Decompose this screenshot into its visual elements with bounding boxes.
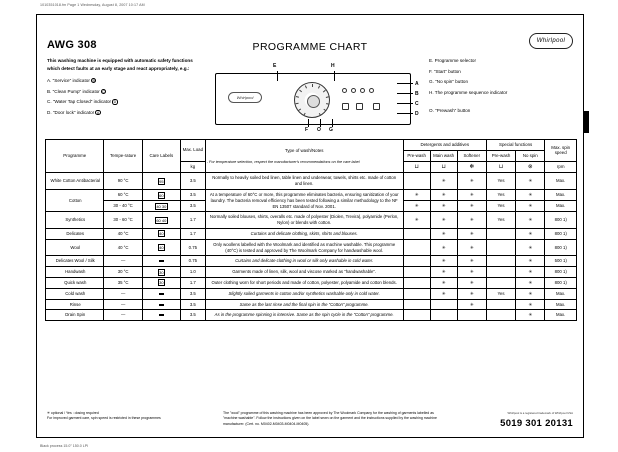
row-spin-0: Max.	[545, 173, 577, 190]
service-led	[351, 88, 356, 93]
th-max-spin: Max. spin speed	[545, 140, 577, 162]
care-label-icon: 40 30	[156, 203, 167, 209]
row-det-main-7: ✳	[430, 267, 457, 278]
row-load-8: 1.7	[180, 277, 205, 288]
door-lock-led	[342, 88, 347, 93]
programme-table	[45, 139, 577, 321]
row-notes-8: Outer clothing worn for short periods and made of cotton, polyester, polyamide and cotton blends.	[205, 277, 403, 288]
indicator-led-group	[342, 88, 394, 114]
row-spin-11: Max.	[545, 310, 577, 321]
row-det-main-4: ✳	[430, 228, 457, 239]
row-load-5: 0.75	[180, 239, 205, 256]
row-name-delicates-wool-silk: Delicates Wool / Silk	[46, 256, 104, 267]
row-fn-prewash-5	[486, 239, 515, 256]
row-spin-4: 800 1)	[545, 228, 577, 239]
row-care-5	[142, 239, 180, 256]
row-name-handwash: Handwash	[46, 267, 104, 278]
panel-brand-logo: Whirlpool	[228, 92, 262, 103]
row-fn-prewash-11	[486, 310, 515, 321]
row-load-6: 0.75	[180, 256, 205, 267]
row-temp-1: 60 °C	[104, 189, 142, 200]
row-temp-3: 30 - 60 °C	[104, 212, 142, 229]
row-spin-6: 500 1)	[545, 256, 577, 267]
intro-text-c: "Water Tap Closed" indicator	[52, 99, 112, 105]
row-det-soft-1: ✳	[457, 189, 486, 200]
table-header-group-row	[46, 140, 577, 151]
row-temp-11: —	[104, 310, 142, 321]
no-spin-button	[356, 103, 363, 110]
icon-det-main: ⊔	[430, 161, 457, 173]
legend-item-g: G. "No spin" button	[429, 79, 469, 85]
row-load-11: 3.5	[180, 310, 205, 321]
row-temp-9: —	[104, 288, 142, 299]
icon-det-softener: ✻	[457, 161, 486, 173]
table-row	[46, 212, 577, 229]
start-button	[373, 103, 380, 110]
row-det-prewash-7	[403, 267, 430, 278]
th-special-functions: Special functions	[486, 140, 545, 151]
callout-o: O	[317, 127, 321, 133]
list-item	[47, 88, 197, 96]
intro-block	[47, 57, 197, 119]
row-det-prewash-10	[403, 299, 430, 310]
th-type-of-wash-label: Type of wash/Notes	[284, 147, 324, 153]
row-fn-prewash-4	[486, 228, 515, 239]
row-fn-prewash-6	[486, 256, 515, 267]
row-notes-0: Normally to heavily soiled bed linen, table linen and underwear, towels, shirts etc. made of cotton and linen.	[205, 173, 403, 190]
row-det-main-2: ✳	[430, 201, 457, 212]
prewash-button	[342, 103, 349, 110]
row-fn-prewash-10	[486, 299, 515, 310]
row-load-10: 3.5	[180, 299, 205, 310]
row-spin-1: Max.	[545, 189, 577, 200]
water-tap-led	[369, 88, 374, 93]
row-temp-5: 40 °C	[104, 239, 142, 256]
row-det-prewash-1: ✳	[403, 189, 430, 200]
print-header: 1010351018.fm Page 1 Wednesday, August 8, 2007 10:17 AM	[40, 3, 145, 7]
th-detergents: Detergents and additives	[403, 140, 486, 151]
part-number: 5019 301 20131	[500, 418, 573, 429]
intro-letter-a: A.	[47, 78, 52, 84]
row-load-0: 3.5	[180, 173, 205, 190]
intro-text-a: "Service" indicator	[52, 78, 90, 84]
row-name-cold-wash: Cold wash	[46, 288, 104, 299]
row-det-soft-10: ✳	[457, 299, 486, 310]
row-fn-nospin-6: ✳	[516, 256, 545, 267]
row-det-prewash-4	[403, 228, 430, 239]
row-det-soft-9: ✳	[457, 288, 486, 299]
care-label-icon: 60	[159, 192, 164, 198]
row-temp-6: —	[104, 256, 142, 267]
legend-block	[429, 57, 581, 118]
callout-h: H	[331, 63, 335, 69]
row-fn-prewash-2: Yes	[486, 201, 515, 212]
th-fn-nospin: No spin	[516, 150, 545, 161]
indicator-badge-a: A	[96, 110, 100, 115]
intro-text-b: "Clean Pump" indicator	[52, 88, 100, 94]
row-care-7	[142, 267, 180, 278]
table-row	[46, 173, 577, 190]
row-det-main-8: ✳	[430, 277, 457, 288]
row-temp-0: 90 °C	[104, 173, 142, 190]
row-fn-prewash-7	[486, 267, 515, 278]
th-spin-unit: rpm	[545, 161, 577, 173]
list-item	[47, 77, 197, 85]
row-notes-11: As in the programme spinning is intensive. Same as the spin cycle in the "Cotton" programme.	[205, 310, 403, 321]
icon-fn-nospin: ⊗	[516, 161, 545, 173]
row-care-0	[142, 173, 180, 190]
intro-list	[47, 77, 197, 117]
row-name-quick-wash: Quick wash	[46, 277, 104, 288]
row-spin-8: 800 1)	[545, 277, 577, 288]
row-name-synthetics: Synthetics	[46, 212, 104, 229]
table-row	[46, 239, 577, 256]
row-det-main-10	[430, 299, 457, 310]
row-name-cotton: Cotton	[46, 189, 104, 211]
th-temperature: Tempe-rature	[104, 140, 142, 173]
row-det-prewash-5	[403, 239, 430, 256]
row-spin-7: 800 1)	[545, 267, 577, 278]
list-item	[47, 98, 197, 106]
intro-letter-c: C.	[47, 99, 52, 105]
legend-item-h: H. The programme sequence indicator	[429, 90, 508, 96]
registration-mark	[583, 111, 589, 133]
row-det-main-1: ✳	[430, 189, 457, 200]
th-det-prewash: Pre-wash	[403, 150, 430, 161]
table-row	[46, 288, 577, 299]
row-load-1: 3.5	[180, 189, 205, 200]
care-label-icon: 40	[159, 245, 164, 251]
table-row	[46, 256, 577, 267]
row-temp-2: 30 - 40 °C	[104, 201, 142, 212]
indicator-badge-b: B	[92, 79, 95, 84]
row-notes-9: Slightly soiled garments in cotton and/or synthetics washable only in cold water.	[205, 288, 403, 299]
callout-a: A	[415, 81, 419, 87]
row-det-prewash-0	[403, 173, 430, 190]
row-det-prewash-2: ✳	[403, 201, 430, 212]
indicator-badge-d: D	[113, 100, 117, 105]
row-load-9: 3.5	[180, 288, 205, 299]
intro-heading: This washing machine is equipped with automatic safety functions which detect faults at an early stage and react appropriately, e.g.:	[47, 58, 193, 72]
model-name: AWG 308	[47, 39, 97, 51]
row-fn-nospin-11: ✳	[516, 310, 545, 321]
row-notes-3: Normally soiled blouses, shirts, overalls etc. made of polyester (Diolen, Trevira), polyamide (Perlon, Nylon) or blends with cotton.	[205, 212, 403, 229]
care-label-icon	[159, 293, 164, 295]
row-care-3	[142, 212, 180, 229]
table-row	[46, 189, 577, 200]
control-panel-illustration	[215, 73, 411, 125]
row-det-main-6: ✳	[430, 256, 457, 267]
table-row	[46, 299, 577, 310]
row-notes-5: Only woollens labelled with the Woolmark and identified as machine washable. This programme (40°C) is tested and approved by The Woolmark Company for handwashable wool.	[205, 239, 403, 256]
row-det-prewash-11	[403, 310, 430, 321]
row-det-prewash-6	[403, 256, 430, 267]
table-row	[46, 267, 577, 278]
row-det-main-0: ✳	[430, 173, 457, 190]
row-det-soft-6: ✳	[457, 256, 486, 267]
row-name-rinse: Rinse	[46, 299, 104, 310]
th-fn-prewash: Pre-wash	[486, 150, 515, 161]
th-care-labels: Care Labels	[142, 140, 180, 173]
row-name-drain-spin: Drain Spin	[46, 310, 104, 321]
row-fn-prewash-9: Yes	[486, 288, 515, 299]
row-notes-10: Same as the last rinse and the final spin in the "Cotton" programme.	[205, 299, 403, 310]
row-det-soft-2: ✳	[457, 201, 486, 212]
callout-c: C	[415, 101, 419, 107]
care-label-icon	[159, 314, 164, 316]
row-notes-1: At a temperature of 60°C or more, this programme eliminates bacteria, ensuring sanitization of your laundry. The bacteria removal efficiency has been tested following a similar methodology to the NF EN 13507 standard of Nov. 2001.	[205, 189, 403, 211]
care-label-icon	[159, 260, 164, 262]
row-load-2: 3.5	[180, 201, 205, 212]
programme-selector-dial[interactable]	[294, 82, 330, 118]
callout-b: B	[415, 91, 419, 97]
row-fn-nospin-3: ✳	[516, 212, 545, 229]
row-temp-4: 40 °C	[104, 228, 142, 239]
th-max-load: Max. Load	[180, 140, 205, 162]
legend-item-o: O. "Prewash" button	[429, 107, 471, 113]
care-label-icon: 40	[159, 231, 164, 237]
row-det-prewash-9	[403, 288, 430, 299]
row-det-soft-0: ✳	[457, 173, 486, 190]
row-fn-nospin-2: ✳	[516, 201, 545, 212]
care-label-icon	[159, 304, 164, 306]
row-det-soft-4: ✳	[457, 228, 486, 239]
row-name-delicates: Delicates	[46, 228, 104, 239]
row-fn-nospin-10: ✳	[516, 299, 545, 310]
footnote-col-center	[223, 411, 443, 427]
row-fn-prewash-3: Yes	[486, 212, 515, 229]
row-spin-5: 800 1)	[545, 239, 577, 256]
row-spin-2: Max.	[545, 201, 577, 212]
care-label-icon: 60 40	[156, 217, 167, 223]
intro-text-d: "Door lock" indicator	[52, 109, 95, 115]
th-det-softener: Softener	[457, 150, 486, 161]
icon-det-prewash: ⊔	[403, 161, 430, 173]
callout-g: G	[329, 127, 333, 133]
row-care-4	[142, 228, 180, 239]
icon-fn-prewash: ⊔	[486, 161, 515, 173]
table-row	[46, 277, 577, 288]
care-label-icon: 30	[159, 269, 164, 275]
row-fn-nospin-8: ✳	[516, 277, 545, 288]
page-title: PROGRAMME CHART	[252, 41, 368, 53]
row-notes-6: Curtains and delicate clothing in wool or silk only washable in cold water.	[205, 256, 403, 267]
row-fn-nospin-9: ✳	[516, 288, 545, 299]
row-fn-prewash-1: Yes	[486, 189, 515, 200]
row-fn-prewash-0: Yes	[486, 173, 515, 190]
clean-pump-led	[360, 88, 365, 93]
th-load-unit: kg	[180, 161, 205, 173]
row-det-soft-3: ✳	[457, 212, 486, 229]
row-care-9	[142, 288, 180, 299]
row-spin-9: Max.	[545, 288, 577, 299]
row-fn-nospin-7: ✳	[516, 267, 545, 278]
row-det-main-11	[430, 310, 457, 321]
callout-e: E	[273, 63, 277, 69]
row-det-main-5: ✳	[430, 239, 457, 256]
th-programme: Programme	[46, 140, 104, 173]
care-label-icon: 95	[159, 178, 164, 184]
th-type-note: - For temperature selection, respect the manufacturer's recommendations on the care label	[206, 159, 360, 164]
table-body	[46, 173, 577, 321]
indicator-badge-c: C	[102, 89, 105, 94]
row-det-prewash-3: ✳	[403, 212, 430, 229]
row-spin-3: 800 1)	[545, 212, 577, 229]
callout-d: D	[415, 111, 419, 117]
care-label-icon: 30	[159, 280, 164, 286]
row-care-6	[142, 256, 180, 267]
row-care-1	[142, 189, 180, 200]
row-det-soft-7: ✳	[457, 267, 486, 278]
row-care-11	[142, 310, 180, 321]
chart-sheet	[36, 14, 584, 438]
print-footer: Black process 15.0° 150.0 LPI	[40, 444, 89, 448]
row-temp-7: 30 °C	[104, 267, 142, 278]
row-det-main-9: ✳	[430, 288, 457, 299]
table-row	[46, 310, 577, 321]
row-care-8	[142, 277, 180, 288]
row-det-main-3: ✳	[430, 212, 457, 229]
row-fn-nospin-0: ✳	[516, 173, 545, 190]
list-item	[47, 109, 197, 117]
footnote-optional: ✳ optional / Yes : dosing required	[47, 411, 99, 415]
footnote-col-left	[47, 411, 215, 422]
row-temp-10: —	[104, 299, 142, 310]
row-spin-10: Max.	[545, 299, 577, 310]
callout-f: F	[305, 127, 309, 133]
table-row	[46, 228, 577, 239]
legend-item-e: E. Programme selector	[429, 58, 476, 63]
row-notes-4: Curtains and delicate clothing, skirts, shirts and blouses.	[205, 228, 403, 239]
row-det-soft-8: ✳	[457, 277, 486, 288]
row-name-white-cotton: White Cotton Antibacterial	[46, 173, 104, 190]
row-load-3: 1.7	[180, 212, 205, 229]
row-fn-nospin-5: ✳	[516, 239, 545, 256]
footnote-woolmark: The "wool" programme of this washing machine has been approved by The Woolmark Company for the washing of garments labelled as "machine washable". Follow the instructions given on the label sewn on the garment and the instructions supplied by the washing machine manufacturer. (Cert. no. M0402-M0403-M0404-M0405).	[223, 411, 437, 426]
row-fn-nospin-1: ✳	[516, 189, 545, 200]
row-notes-7: Garments made of linen, silk, wool and viscose marked as "handwashable".	[205, 267, 403, 278]
footnote-spin-restriction: For improved garment care, spin speed is restricted in these programmes	[47, 416, 161, 421]
trademark-note: Whirlpool is a registered trademark of Whirlpool USA	[507, 411, 573, 415]
th-type-of-wash	[205, 140, 403, 173]
row-care-2	[142, 201, 180, 212]
row-det-prewash-8	[403, 277, 430, 288]
brand-logo: Whirlpool	[529, 33, 573, 49]
row-care-10	[142, 299, 180, 310]
intro-letter-d: D.	[47, 109, 52, 115]
row-load-4: 1.7	[180, 228, 205, 239]
legend-item-f: F. "Start" button	[429, 68, 461, 74]
intro-letter-b: B.	[47, 88, 52, 94]
row-fn-prewash-8	[486, 277, 515, 288]
row-fn-nospin-4: ✳	[516, 228, 545, 239]
row-det-soft-11	[457, 310, 486, 321]
row-temp-8: 35 °C	[104, 277, 142, 288]
th-det-main: Main wash	[430, 150, 457, 161]
row-load-7: 1.0	[180, 267, 205, 278]
row-name-wool: Wool	[46, 239, 104, 256]
row-det-soft-5: ✳	[457, 239, 486, 256]
